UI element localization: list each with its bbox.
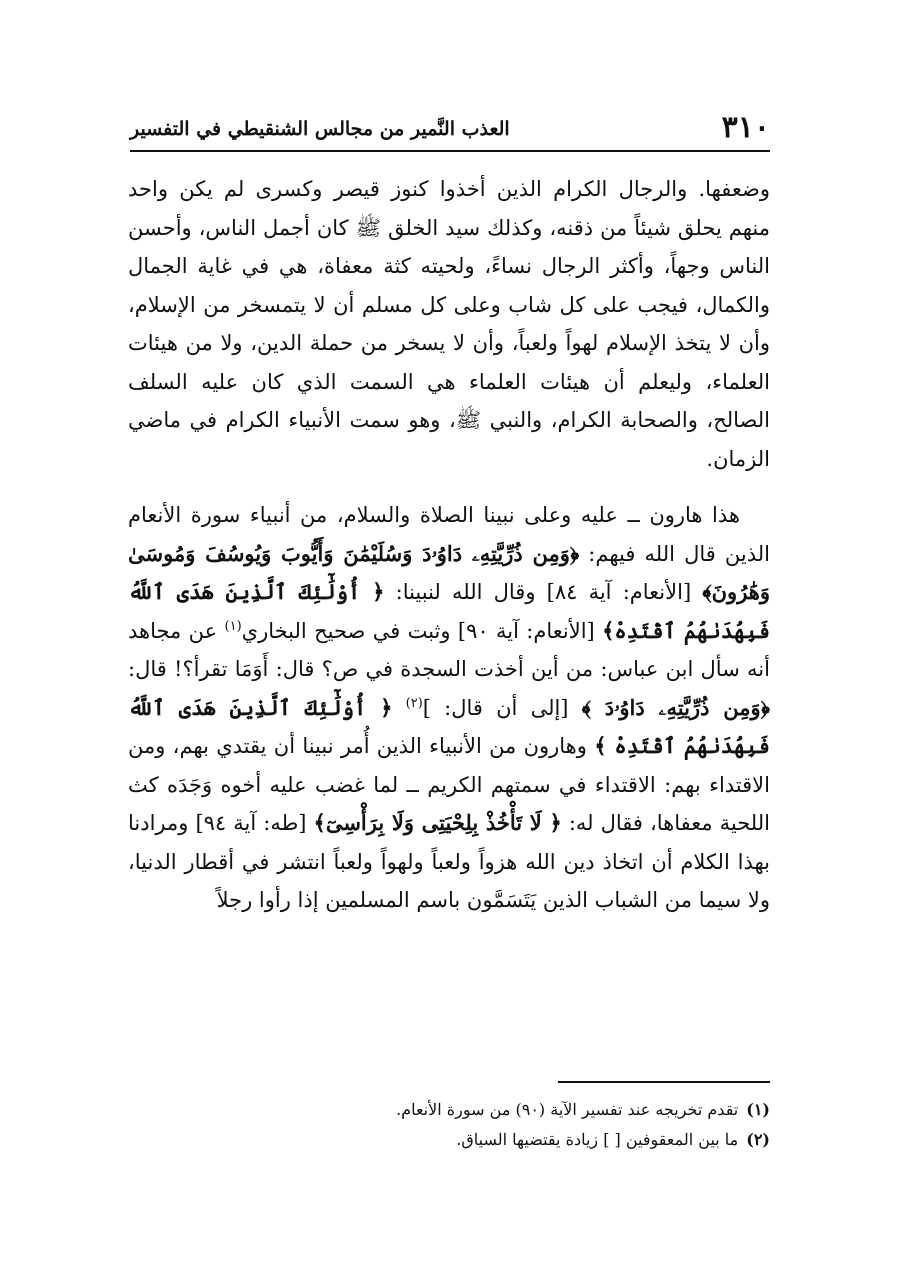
text-run: وهارون من الأنبياء الذين أُمر نبينا أن يقتدي بهم، ومن الاقتداء بهم: الاقتداء في سمتهم الكريم ــ لما غضب عليه أخوه وَجَدَه كث اللحية معفاها، فقال له:: [128, 734, 770, 835]
paragraph-1: وضعفها. والرجال الكرام الذين أخذوا كنوز قيصر وكسرى لم يكن واحد منهم يحلق شيئاً من ذقنه، وكذلك سيد الخلق ﷺ كان أجمل الناس، وأحسن الناس وجهاً، وأكثر الرجال نساءً، ولحيته كثة معفاة، هي في غاية الجمال والكمال، فيجب على كل شاب وعلى كل مسلم أن لا يتمسخر من الإسلام، وأن لا يتخذ الإسلام لهواً ولعباً، وأن لا يسخر من حملة الدين، ولا من هيئات العلماء، وليعلم أن هيئات العلماء هي السمت الذي كان عليه السلف الصالح، والصحابة الكرام، والنبي ﷺ، وهو سمت الأنبياء الكرام في ماضي الزمان.: [128, 177, 770, 471]
main-text: [128, 170, 770, 920]
footnote-separator: [558, 1081, 770, 1083]
footnote-2: [130, 1125, 770, 1155]
footnote-1: [130, 1095, 770, 1125]
running-title: العذب النَّمير من مجالس الشنقيطي في التفسير: [130, 118, 510, 140]
quran-verse: ﴿وَمِن ذُرِّيَّتِهِۦ دَاوُۥدَ وَسُلَيْمَٰنَ وَأَيُّوبَ وَيُوسُفَ وَمُوسَىٰ وَهَٰرُونَ﴾: [128, 540, 770, 604]
paragraph-2: [128, 496, 770, 920]
text-run: هذا هارون ــ عليه وعلى نبينا الصلاة والسلام، من أنبياء سورة الأنعام الذين قال الله فيهم:: [128, 503, 770, 566]
text-run: [392, 696, 405, 720]
text-run: [إلى أن قال: ]: [422, 695, 582, 720]
footnote-number: (١): [746, 1100, 770, 1119]
footnotes: [130, 1095, 770, 1155]
page-header: [130, 104, 770, 152]
quran-verse: ﴿ لَا تَأْخُذْ بِلِحْيَتِى وَلَا بِرَأْسِىٓ﴾: [313, 810, 562, 835]
quran-verse: ﴿ أُوْلَٰٓئِكَ ٱلَّذِينَ هَدَى ٱللَّهُ فَبِهُدَىٰهُمُ ٱقْتَدِهْ﴾: [128, 579, 771, 643]
footnote-text: تقدم تخريجه عند تفسير الآية (٩٠) من سورة الأنعام.: [396, 1100, 739, 1119]
page-number: ٣١٠: [721, 110, 770, 145]
footnote-ref: (٢): [405, 695, 423, 711]
quran-verse: ﴿ أُوْلَٰٓئِكَ ٱلَّذِينَ هَدَى ٱللَّهُ فَبِهُدَىٰهُمُ ٱقْتَدِهْ ﴾: [128, 694, 770, 758]
text-run: عن مجاهد أنه سأل ابن عباس: من أين أخذت السجدة في ص؟ قال: أَوَمَا تقرأ؟! قال:: [128, 618, 770, 681]
footnote-ref: (١): [224, 618, 242, 634]
text-run: [طه: آية ٩٤] ومرادنا بهذا الكلام أن اتخاذ دين الله هزواً ولعباً ولهواً ولعباً انتشر في أقطار الدنيا، ولا سيما من الشباب الذين يَتَسَمَّون باسم المسلمين إذا رأوا رجلاً: [128, 811, 770, 912]
footnote-number: (٢): [746, 1130, 770, 1149]
text-run: [الأنعام: آية ٨٤] وقال الله لنبينا:: [384, 580, 703, 604]
footnote-text: ما بين المعقوفين [ ] زيادة يقتضيها السياق.: [456, 1130, 739, 1149]
text-run: [الأنعام: آية ٩٠] وثبت في صحيح البخاري: [241, 618, 603, 643]
quran-verse: ﴿وَمِن ذُرِّيَّتِهِۦ دَاوُۥدَ ﴾: [581, 694, 770, 720]
